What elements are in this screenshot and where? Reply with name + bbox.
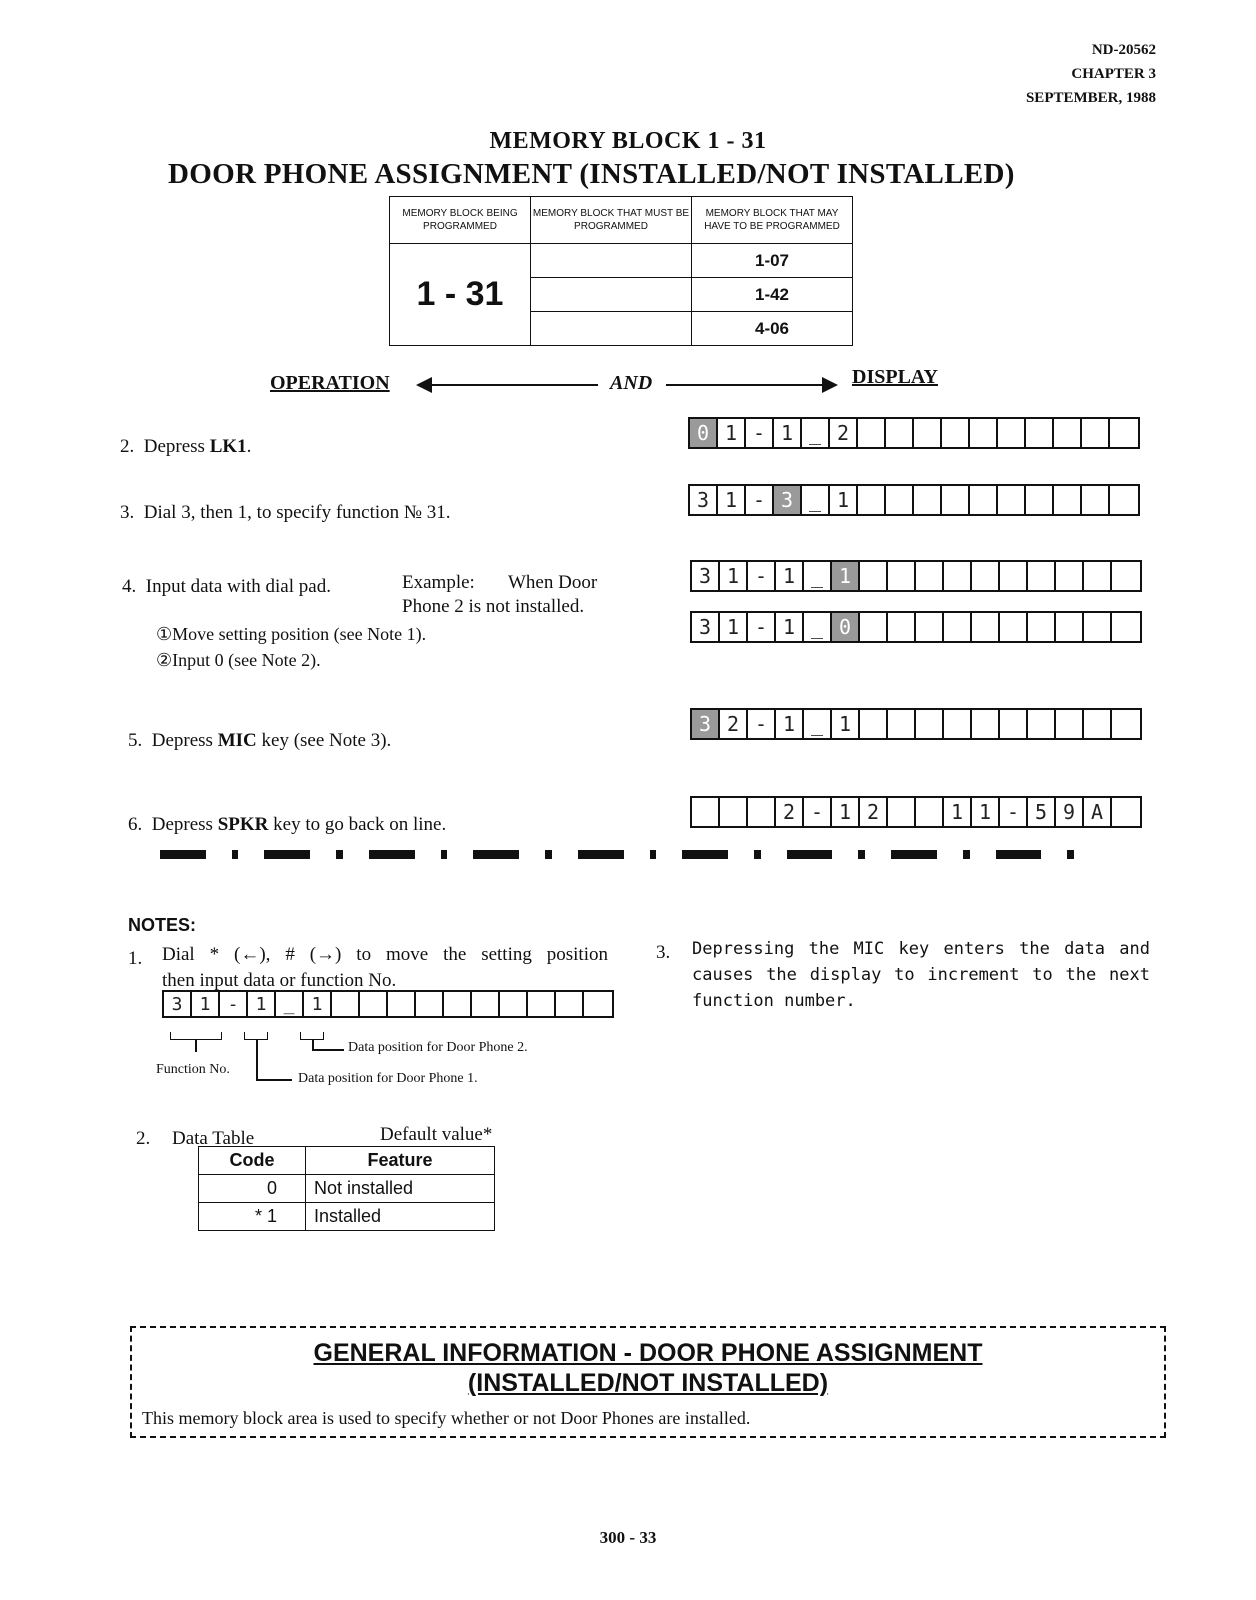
lcd-cell	[886, 486, 914, 514]
general-info-box	[130, 1326, 1166, 1438]
step-3	[120, 502, 451, 524]
lcd-cell	[858, 486, 886, 514]
lcd-cell	[1026, 419, 1054, 447]
lcd-cell: _	[276, 992, 304, 1016]
lcd-cell	[942, 419, 970, 447]
step-number: 3.	[120, 502, 135, 523]
lcd-cell: _	[804, 710, 832, 738]
lcd-cell	[1028, 710, 1056, 738]
lcd-cell	[556, 992, 584, 1016]
lcd-cell	[944, 710, 972, 738]
label-function-no: Function No.	[156, 1062, 230, 1077]
notes-heading: NOTES:	[128, 915, 197, 935]
right-arrow-icon	[666, 384, 824, 386]
step-text: key (see Note 3).	[256, 730, 392, 751]
divider-dash	[650, 850, 657, 859]
operation-display-header	[0, 366, 1256, 402]
note-1-display	[162, 990, 614, 1018]
doc-header	[1026, 38, 1156, 110]
lcd-cell: 1	[832, 562, 860, 590]
lcd-display-4	[690, 611, 1142, 643]
lcd-cell	[472, 992, 500, 1016]
lcd-display-3	[690, 560, 1142, 592]
note-1-line-1: Dial * (←), # (→) to move the setting position	[162, 944, 608, 965]
lcd-cell: -	[804, 798, 832, 826]
must-cell	[531, 244, 692, 278]
lcd-cell	[888, 798, 916, 826]
lcd-cell: -	[746, 419, 774, 447]
divider-dash	[754, 850, 761, 859]
header-code: Code	[199, 1147, 306, 1175]
lcd-cell	[860, 613, 888, 641]
key-name: MIC	[217, 730, 257, 751]
lcd-display-6	[690, 796, 1142, 828]
table-row	[199, 1203, 495, 1231]
function-bracket-stem	[195, 1040, 197, 1052]
lcd-cell	[858, 419, 886, 447]
step-5	[128, 730, 391, 752]
lcd-cell	[998, 486, 1026, 514]
lcd-cell: 1	[304, 992, 332, 1016]
lcd-cell: 0	[832, 613, 860, 641]
doc-date: SEPTEMBER, 1988	[1025, 90, 1156, 106]
step-text: Dial 3, then 1, to specify function № 31.	[143, 502, 451, 523]
lcd-cell	[1028, 613, 1056, 641]
step-number: 6.	[128, 814, 143, 835]
lcd-cell	[388, 992, 416, 1016]
divider-dash	[232, 850, 239, 859]
lcd-cell	[1112, 562, 1140, 590]
doc-number: ND-20562	[1091, 42, 1156, 58]
lcd-cell	[888, 613, 916, 641]
lcd-cell: 3	[692, 562, 720, 590]
lcd-cell	[888, 562, 916, 590]
step-2	[120, 436, 251, 458]
lcd-cell	[972, 613, 1000, 641]
divider-dash	[682, 850, 728, 859]
col-being-programmed: MEMORY BLOCK BEING PROGRAMMED	[390, 197, 531, 244]
note-3-line-3: function number.	[692, 991, 856, 1011]
lcd-cell	[692, 798, 720, 826]
lcd-cell	[1026, 486, 1054, 514]
code-cell: * 1	[199, 1203, 306, 1231]
lcd-cell	[970, 419, 998, 447]
note-3-line-2: causes the display to increment to the next	[692, 965, 1150, 985]
lcd-cell	[916, 710, 944, 738]
col-must-be-programmed: MEMORY BLOCK THAT MUST BE PROGRAMMED	[531, 197, 692, 244]
lcd-cell	[1056, 562, 1084, 590]
lcd-cell	[720, 798, 748, 826]
chapter-label: CHAPTER 3	[1071, 66, 1156, 82]
data-table	[198, 1146, 495, 1231]
lcd-cell: 2	[830, 419, 858, 447]
note-1-number: 1.	[128, 948, 143, 969]
lcd-cell	[1112, 613, 1140, 641]
lcd-cell	[970, 486, 998, 514]
page-number: 300 - 33	[599, 1528, 657, 1547]
lcd-cell	[1056, 710, 1084, 738]
lcd-display-2	[688, 484, 1140, 516]
lcd-cell: -	[1000, 798, 1028, 826]
divider-dash	[891, 850, 937, 859]
divider-dash	[473, 850, 519, 859]
divider-dash	[336, 850, 343, 859]
step-number: 5.	[128, 730, 143, 751]
page-title: DOOR PHONE ASSIGNMENT (INSTALLED/NOT INSTALLED)	[168, 158, 1015, 190]
lcd-cell: _	[802, 486, 830, 514]
lcd-cell	[1112, 798, 1140, 826]
data-table-title: Data Table	[172, 1128, 255, 1149]
lcd-cell: 9	[1056, 798, 1084, 826]
divider-dash	[369, 850, 415, 859]
lcd-cell: _	[804, 613, 832, 641]
step-text: Depress	[143, 436, 210, 457]
lcd-cell: 1	[776, 562, 804, 590]
key-name: LK1	[209, 436, 247, 457]
lcd-cell	[914, 419, 942, 447]
default-value-label: Default value*	[380, 1124, 493, 1145]
step-text: key to go back on line.	[268, 814, 447, 835]
divider-dash	[996, 850, 1042, 859]
label-door-phone-1: Data position for Door Phone 1.	[298, 1071, 478, 1086]
dp1-leader	[256, 1079, 292, 1081]
example-line-1: When Door	[508, 572, 598, 593]
lcd-cell: 1	[832, 798, 860, 826]
divider-dash	[441, 850, 448, 859]
lcd-cell	[1084, 562, 1112, 590]
lcd-cell	[1000, 710, 1028, 738]
lcd-cell: 3	[774, 486, 802, 514]
lcd-cell	[1110, 486, 1138, 514]
lcd-cell	[360, 992, 388, 1016]
lcd-cell	[1028, 562, 1056, 590]
lcd-cell	[972, 562, 1000, 590]
step-text: Depress	[151, 730, 218, 751]
lcd-cell: 1	[720, 562, 748, 590]
lcd-cell: 2	[776, 798, 804, 826]
lcd-cell	[528, 992, 556, 1016]
lcd-cell	[914, 486, 942, 514]
key-name: SPKR	[217, 814, 269, 835]
feature-cell: Installed	[306, 1203, 495, 1231]
dp1-bracket	[244, 1032, 268, 1040]
lcd-cell: 1	[832, 710, 860, 738]
divider-dash	[545, 850, 552, 859]
lcd-cell	[860, 710, 888, 738]
may-cell: 1-07	[692, 244, 853, 278]
col-may-be-programmed: MEMORY BLOCK THAT MAY HAVE TO BE PROGRAMMED	[692, 197, 853, 244]
display-label: DISPLAY	[852, 366, 938, 388]
note-1-line-2: then input data or function No.	[162, 970, 397, 991]
lcd-cell: 2	[860, 798, 888, 826]
dp2-bracket	[300, 1032, 324, 1040]
step-text: .	[246, 436, 252, 457]
general-info-text: This memory block area is used to specify whether or not Door Phones are installed.	[142, 1408, 751, 1428]
step-4	[122, 576, 331, 598]
must-cell	[531, 312, 692, 346]
and-label: AND	[610, 372, 653, 394]
function-bracket	[170, 1032, 222, 1040]
lcd-cell	[332, 992, 360, 1016]
lcd-cell	[888, 710, 916, 738]
lcd-cell: _	[804, 562, 832, 590]
memory-block-table	[389, 196, 853, 346]
lcd-cell: 3	[692, 710, 720, 738]
label-door-phone-2: Data position for Door Phone 2.	[348, 1040, 528, 1055]
must-cell	[531, 278, 692, 312]
step-text: Input data with dial pad.	[145, 576, 331, 597]
lcd-cell: 0	[690, 419, 718, 447]
lcd-cell: 1	[720, 613, 748, 641]
lcd-cell	[1000, 562, 1028, 590]
note-1-text	[162, 942, 608, 994]
lcd-cell	[972, 710, 1000, 738]
lcd-cell: A	[1084, 798, 1112, 826]
lcd-cell: 1	[718, 419, 746, 447]
lcd-cell	[916, 613, 944, 641]
lcd-cell: 1	[774, 419, 802, 447]
lcd-cell	[1054, 486, 1082, 514]
lcd-cell: -	[748, 613, 776, 641]
lcd-cell	[1084, 613, 1112, 641]
section-divider	[160, 847, 1100, 861]
may-cell: 1-42	[692, 278, 853, 312]
note-2-number: 2.	[136, 1128, 151, 1149]
lcd-cell	[1110, 419, 1138, 447]
lcd-cell	[748, 798, 776, 826]
divider-dash	[858, 850, 865, 859]
lcd-cell	[1082, 486, 1110, 514]
divider-dash	[1067, 850, 1074, 859]
lcd-cell	[1056, 613, 1084, 641]
dp1-stem	[256, 1040, 258, 1080]
step-6	[128, 814, 446, 836]
lcd-cell: _	[802, 419, 830, 447]
lcd-cell	[584, 992, 612, 1016]
lcd-cell: 1	[830, 486, 858, 514]
step-number: 4.	[122, 576, 137, 597]
divider-dash	[264, 850, 310, 859]
dp2-leader	[312, 1049, 344, 1051]
lcd-cell	[916, 562, 944, 590]
lcd-cell: 1	[248, 992, 276, 1016]
lcd-cell: 1	[944, 798, 972, 826]
lcd-cell	[416, 992, 444, 1016]
may-cell: 4-06	[692, 312, 853, 346]
lcd-cell: 1	[192, 992, 220, 1016]
note-3-text	[692, 936, 1150, 1014]
lcd-cell: -	[746, 486, 774, 514]
step-text: Depress	[151, 814, 218, 835]
lcd-cell	[886, 419, 914, 447]
divider-dash	[963, 850, 970, 859]
general-info-title	[132, 1338, 1164, 1398]
lcd-cell	[1082, 419, 1110, 447]
lcd-cell: -	[220, 992, 248, 1016]
example-line-2: Phone 2 is not installed.	[402, 596, 585, 617]
example-label: Example:	[402, 572, 475, 593]
lcd-cell	[500, 992, 528, 1016]
code-cell: 0	[199, 1175, 306, 1203]
feature-cell: Not installed	[306, 1175, 495, 1203]
lcd-display-1	[688, 417, 1140, 449]
lcd-cell: 2	[720, 710, 748, 738]
lcd-cell	[916, 798, 944, 826]
divider-dash	[787, 850, 833, 859]
divider-dash	[160, 850, 206, 859]
lcd-cell: 1	[718, 486, 746, 514]
lcd-cell	[1084, 710, 1112, 738]
left-arrow-icon	[430, 384, 598, 386]
lcd-cell	[1112, 710, 1140, 738]
lcd-cell: 5	[1028, 798, 1056, 826]
lcd-cell	[444, 992, 472, 1016]
operation-label: OPERATION	[270, 372, 390, 394]
note-3-number: 3.	[656, 942, 671, 963]
step-4-sub-2: ②Input 0 (see Note 2).	[156, 650, 321, 670]
lcd-display-5	[690, 708, 1142, 740]
lcd-cell	[942, 486, 970, 514]
general-info-title-line-2: (INSTALLED/NOT INSTALLED)	[467, 1369, 829, 1397]
header-feature: Feature	[306, 1147, 495, 1175]
lcd-cell	[1000, 613, 1028, 641]
step-number: 2.	[120, 436, 135, 457]
memory-block-title: MEMORY BLOCK 1 - 31	[489, 128, 767, 154]
block-number: 1 - 31	[390, 244, 531, 346]
note-3-line-1: Depressing the MIC key enters the data and	[692, 939, 1150, 959]
table-row	[199, 1175, 495, 1203]
lcd-cell	[860, 562, 888, 590]
lcd-cell: -	[748, 710, 776, 738]
lcd-cell	[1054, 419, 1082, 447]
lcd-cell: 3	[690, 486, 718, 514]
lcd-cell	[944, 613, 972, 641]
general-info-title-line-1: GENERAL INFORMATION - DOOR PHONE ASSIGNMENT	[313, 1339, 983, 1367]
lcd-cell: 1	[972, 798, 1000, 826]
lcd-cell: 3	[692, 613, 720, 641]
lcd-cell: 1	[776, 710, 804, 738]
step-4-sub-1: ①Move setting position (see Note 1).	[156, 624, 427, 644]
lcd-cell: -	[748, 562, 776, 590]
lcd-cell: 1	[776, 613, 804, 641]
divider-dash	[578, 850, 624, 859]
lcd-cell	[944, 562, 972, 590]
lcd-cell	[998, 419, 1026, 447]
lcd-cell: 3	[164, 992, 192, 1016]
